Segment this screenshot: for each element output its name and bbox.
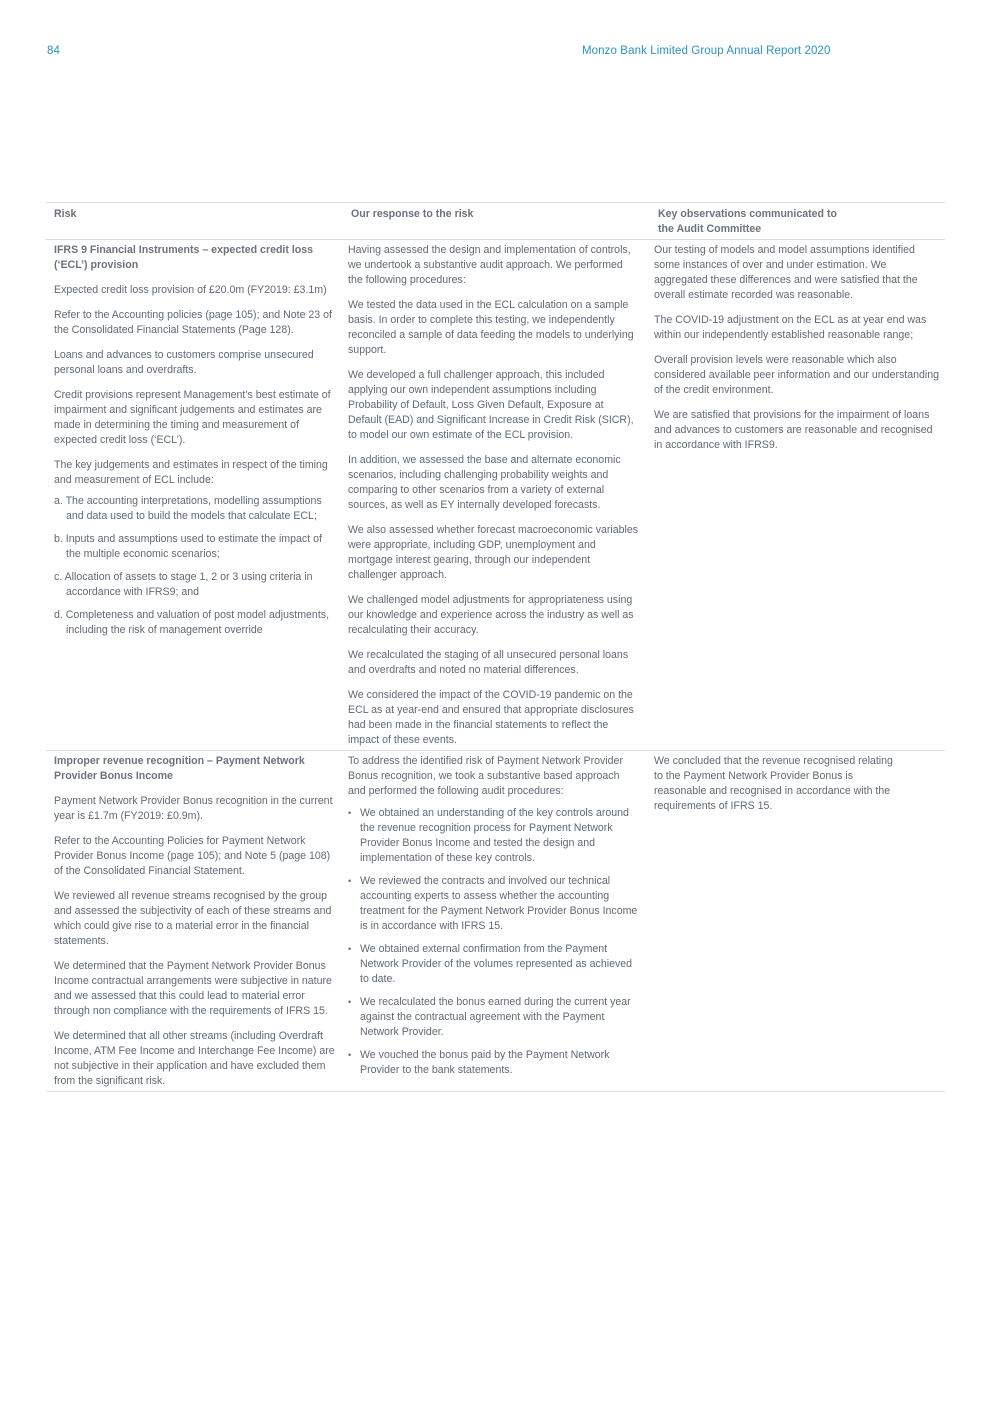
- list-item: d. Completeness and valuation of post model adjustments, including the risk of management override: [54, 609, 330, 636]
- observation-paragraph: Overall provision levels were reasonable which also considered available peer information and our understanding of the credit environment.: [654, 354, 940, 396]
- observation-paragraph: The COVID-19 adjustment on the ECL as at year end was within our independently established reasonable range;: [654, 314, 927, 341]
- table-row-ecl: [46, 240, 945, 751]
- response-paragraph: We considered the impact of the COVID-19 pandemic on the ECL as at year-end and ensured that appropriate disclosures had been made in the financial statements to reflect the impact of these events.: [348, 689, 634, 746]
- table-row-revenue: [46, 751, 945, 1092]
- list-item: • We obtained external confirmation from the Payment Network Provider of the volumes represented as achieved to date.: [348, 942, 640, 987]
- procedures-list: [348, 806, 640, 1078]
- risk-paragraph: Credit provisions represent Management’s best estimate of impairment and significant judgements and estimates are made in determining the timing and measurement of expected credit loss (‘ECL’).: [54, 389, 331, 446]
- risk-paragraph: Expected credit loss provision of £20.0m (FY2019: £3.1m): [54, 284, 327, 296]
- page-number: 84: [47, 45, 60, 57]
- list-item: c. Allocation of assets to stage 1, 2 or 3 using criteria in accordance with IFRS9; and: [54, 571, 313, 598]
- list-item: a. The accounting interpretations, modelling assumptions and data used to build the models that calculate ECL;: [54, 495, 322, 522]
- response-paragraph: We developed a full challenger approach, this included applying our own independent assumptions including Probability of Default, Loss Given Default, Exposure at Default (EAD) and Significant Increase in Credit Risk (SICR), to model our own estimate of the ECL provision.: [348, 369, 634, 441]
- risk-paragraph: Refer to the Accounting Policies for Payment Network Provider Bonus Income (page 105); and Note 5 (page 108) of the Consolidated Financial Statement.: [54, 835, 331, 877]
- risk-paragraph: We determined that all other streams (including Overdraft Income, ATM Fee Income and Interchange Fee Income) are not subjective in their application and have excluded them from the significant risk.: [54, 1030, 335, 1087]
- risk-paragraph: Loans and advances to customers comprise unsecured personal loans and overdrafts.: [54, 349, 314, 376]
- risk-table: [46, 202, 945, 1092]
- judgements-list: [54, 494, 336, 638]
- response-cell: [343, 751, 650, 1092]
- col-header-risk: Risk: [46, 203, 343, 240]
- list-item: • We recalculated the bonus earned during the current year against the contractual agreement with the Payment Network Provider.: [348, 995, 640, 1040]
- col-header-response: Our response to the risk: [343, 203, 650, 240]
- response-paragraph: We also assessed whether forecast macroeconomic variables were appropriate, including GDP, unemployment and mortgage interest gearing, through our independent challenger approach.: [348, 524, 639, 581]
- observation-paragraph: We are satisfied that provisions for the impairment of loans and advances to customers are reasonable and recognised in accordance with IFRS9.: [654, 409, 933, 451]
- observations-cell: [650, 240, 945, 751]
- risk-title: Improper revenue recognition – Payment Network Provider Bonus Income: [54, 755, 305, 782]
- observation-paragraph: We concluded that the revenue recognised relating to the Payment Network Provider Bonus is reasonable and recognised in accordance with the requirements of IFRS 15.: [654, 755, 893, 812]
- response-paragraph: In addition, we assessed the base and alternate economic scenarios, including challenging probability weights and comparing to other scenarios from a variety of external sources, as well as EY internally developed forecasts.: [348, 454, 621, 511]
- risk-paragraph: Payment Network Provider Bonus recognition in the current year is £1.7m (FY2019: £0.9m).: [54, 795, 333, 822]
- response-cell: [343, 240, 650, 751]
- risk-title: IFRS 9 Financial Instruments – expected credit loss (‘ECL’) provision: [54, 244, 314, 271]
- response-paragraph: We recalculated the staging of all unsecured personal loans and overdrafts and noted no material differences.: [348, 649, 629, 676]
- response-paragraph: We tested the data used in the ECL calculation on a sample basis. In order to complete this testing, we independently reconciled a sample of data feeding the models to underlying support.: [348, 299, 634, 356]
- risk-paragraph: Refer to the Accounting policies (page 105); and Note 23 of the Consolidated Financial Statements (Page 128).: [54, 309, 332, 336]
- risk-paragraph: We determined that the Payment Network Provider Bonus Income contractual arrangements were subjective in nature and we assessed that this could lead to material error through non compliance with the requirements of IFRS 15.: [54, 960, 332, 1017]
- response-intro: To address the identified risk of Payment Network Provider Bonus recognition, we took a substantive based approach and performed the following audit procedures:: [348, 755, 623, 797]
- risk-cell: [46, 751, 343, 1092]
- observation-paragraph: Our testing of models and model assumptions identified some instances of over and under estimation. We aggregated these differences and were satisfied that the overall estimate recorded was reasonable.: [654, 244, 918, 301]
- risk-cell: [46, 240, 343, 751]
- col-header-observations: Key observations communicated to the Audit Committee: [650, 203, 945, 240]
- table-header-row: [46, 203, 945, 240]
- response-paragraph: Having assessed the design and implementation of controls, we undertook a substantive audit approach. We performed the following procedures:: [348, 244, 631, 286]
- list-item: • We obtained an understanding of the key controls around the revenue recognition process for Payment Network Provider Bonus Income and tested the design and implementation of these key controls.: [348, 806, 640, 866]
- response-paragraph: We challenged model adjustments for appropriateness using our knowledge and experience across the industry as well as recalculating their accuracy.: [348, 594, 634, 636]
- list-item: • We vouched the bonus paid by the Payment Network Provider to the bank statements.: [348, 1048, 640, 1078]
- risk-paragraph: We reviewed all revenue streams recognised by the group and assessed the subjectivity of each of these streams and which could give rise to a material error in the financial statements.: [54, 890, 332, 947]
- list-item: b. Inputs and assumptions used to estimate the impact of the multiple economic scenarios;: [54, 533, 322, 560]
- observations-cell: [650, 751, 945, 1092]
- risk-paragraph: The key judgements and estimates in respect of the timing and measurement of ECL include:: [54, 459, 328, 486]
- report-title: Monzo Bank Limited Group Annual Report 2020: [582, 45, 831, 57]
- list-item: • We reviewed the contracts and involved our technical accounting experts to assess whether the accounting treatment for the Payment Network Provider Bonus Income is in accordance with IFRS 15.: [348, 874, 640, 934]
